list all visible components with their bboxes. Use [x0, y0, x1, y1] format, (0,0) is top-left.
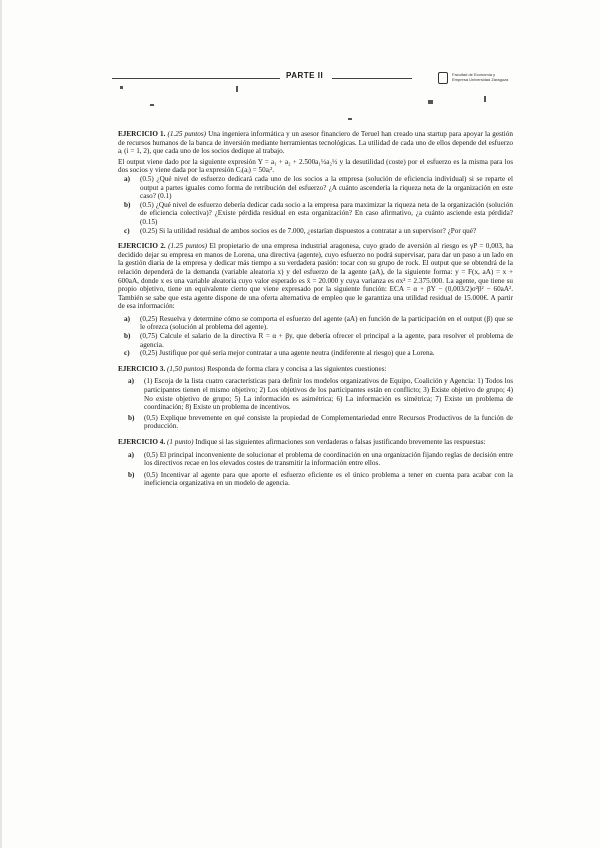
- header-rule-right: [332, 78, 412, 79]
- header-rule-left: [112, 78, 280, 79]
- exercise-3: [118, 365, 513, 431]
- exercise-1-points: (1.25 puntos): [167, 130, 207, 138]
- logo-text: Facultad de Economía y Empresa Universidad Zaragoza: [452, 72, 509, 82]
- exercise-4-item-b: b) (0,5) Incentivar al agente para que aporte el esfuerzo eficiente es el único problema a tener en cuenta para acabar con la ineficiencia organizativa en un modelo de agencia.: [128, 470, 513, 488]
- exercise-2-item-a: a) (0,25) Resuelva y determine cómo se comporta el esfuerzo del agente (aA) en función de la participación en el output (β) que se le ofrezca (solución al problema del agente).: [124, 314, 513, 332]
- exercise-2-title: EJERCICIO 2.: [118, 242, 166, 251]
- exercise-2-intro: [118, 242, 513, 311]
- exercise-4-points: (1 punto): [166, 438, 194, 446]
- university-logo: [438, 70, 510, 92]
- scan-mark: [348, 118, 352, 120]
- exercise-1-item-a: a) (0.5) ¿Qué nivel de esfuerzo dedicará cada uno de los socios a la empresa (solución de eficiencia individual) si se reparte el output a partes iguales como forma de retribución del esfuerzo? ¿A cuánto ascendería la riqueza neta de la organización en este caso? (0.1): [124, 174, 513, 201]
- page-edge: [0, 0, 2, 848]
- exercise-2: [118, 242, 513, 358]
- exercise-1: [118, 130, 513, 235]
- exercise-4-item-a: a) (0,5) El principal inconveniente de solucionar el problema de coordinación en una organización fijando reglas de decisión entre los directivos recae en los elevados costes de transmitir la información entre ellos.: [128, 450, 513, 468]
- exercise-1-item-b: b) (0.5) ¿Qué nivel de esfuerzo debería dedicar cada socio a la empresa para maximizar la riqueza neta de la organización (solución de eficiencia colectiva)? ¿Existe pérdida residual en esta organización? En caso afirmativo, ¿a cuánto asciende esta pérdida? (0.15): [124, 200, 513, 226]
- exercise-2-item-c: c) (0,25) Justifique por qué sería mejor contratar a una agente neutra (indiferente al riesgo) que a Lorena.: [124, 349, 435, 358]
- exercise-3-points: (1,50 puntos): [166, 364, 206, 373]
- scan-mark: [428, 100, 433, 104]
- exercise-3-item-a: a) (1) Escoja de la lista cuatro características para definir los modelos organizativos de Equipo, Coalición y Agencia: 1) Todos los participantes tienen el mismo objetivo; 2) Los objetivos de los participantes están en conflicto; 3) Existe objetivo de grupo; 4) No existe objetivo de grupo; 5) La información es asimétrica; 6) La información es simétrica; 7) Existe un problema de coordinación; 8) Existe un problema de incentivos.: [128, 377, 513, 412]
- exercise-2-points: (1.25 puntos): [168, 242, 208, 251]
- exercise-2-item-b: b) (0,75) Calcule el salario de la directiva R = α + βy, que debería ofrecer el principal a la agente, para resolver el problema de agencia.: [124, 332, 513, 349]
- scan-mark: [150, 104, 154, 106]
- logo-icon: [438, 72, 448, 84]
- exercise-1-intro: [118, 130, 513, 156]
- exercise-1-title: EJERCICIO 1.: [118, 130, 166, 138]
- exercise-1-text-2: El output viene dado por la siguiente expresión Y = a₁ + a₂ + 2.500a₁½a₂½ y la desutilidad (coste) por el esfuerzo es la misma para los dos socios y viene dada por la expresión Cᵢ(aᵢ) = 50aᵢ².: [118, 157, 513, 175]
- exercise-3-title: EJERCICIO 3.: [118, 364, 166, 373]
- scan-mark: [484, 96, 486, 102]
- exercise-4-text: Indique si las siguientes afirmaciones son verdaderas o falsas justificando brevemente las respuestas:: [195, 438, 486, 446]
- exercise-4: [118, 438, 513, 488]
- exercise-3-text: Responda de forma clara y concisa a las siguientes cuestiones:: [207, 364, 387, 373]
- scan-mark: [236, 86, 238, 92]
- exercise-2-text: El propietario de una empresa industrial aragonesa, cuyo grado de aversión al riesgo es γP = 0,003, ha decidido dejar su empresa en manos de Lorena, una directiva (agente), cuyo esfuerzo no podrá supervisar, para dar un paso a un lado en la gestión diaria de la empresa y dedicar más tiempo a su verdadera pasión: tocar con su grupo de rock. El output que se obtendrá de la relación dependerá de la demanda (variable aleatoria x) y del esfuerzo de la agente (aA), de la siguiente forma: y = F(x, aA) = x + 600aA, donde x es una variable aleatoria cuyo valor esperado es x̄ = 20.000 y cuya varianza es σx² = 2.375.000. La agente, que tiene su propio objetivo, tiene un equivalente cierto que viene expresado por la siguiente función: ECA = α + βY − (0,003/2)σ²β² − 60aA². También se sabe que esta agente dispone de una oferta alternativa de empleo que le garantiza una utilidad residual de 15.000€. A partir de esa información:: [118, 242, 513, 311]
- exercise-3-intro: [118, 365, 513, 374]
- exam-content: [118, 130, 513, 495]
- exercise-1-text: Una ingeniera informática y un asesor financiero de Teruel han creado una startup para apoyar la gestión de recursos humanos de la banca de inversión mediante herramientas tecnológicas. La utilidad de cada uno de ellos depende del esfuerzo aᵢ (i = 1, 2), que cada uno de los socios dedique al trabajo.: [118, 130, 513, 156]
- exercise-3-item-b: b) (0,5) Explique brevemente en qué consiste la propiedad de Complementariedad entre Recursos Productivos de la función de producción.: [128, 413, 513, 431]
- section-title: PARTE II: [286, 71, 324, 80]
- exercise-4-intro: [118, 438, 513, 447]
- exercise-4-title: EJERCICIO 4.: [118, 438, 166, 446]
- exercise-1-item-c: c) (0.25) Si la utilidad residual de ambos socios es de 7.000, ¿estarían dispuestos a contratar a un supervisor? ¿Por qué?: [124, 226, 477, 235]
- scan-mark: [120, 86, 123, 89]
